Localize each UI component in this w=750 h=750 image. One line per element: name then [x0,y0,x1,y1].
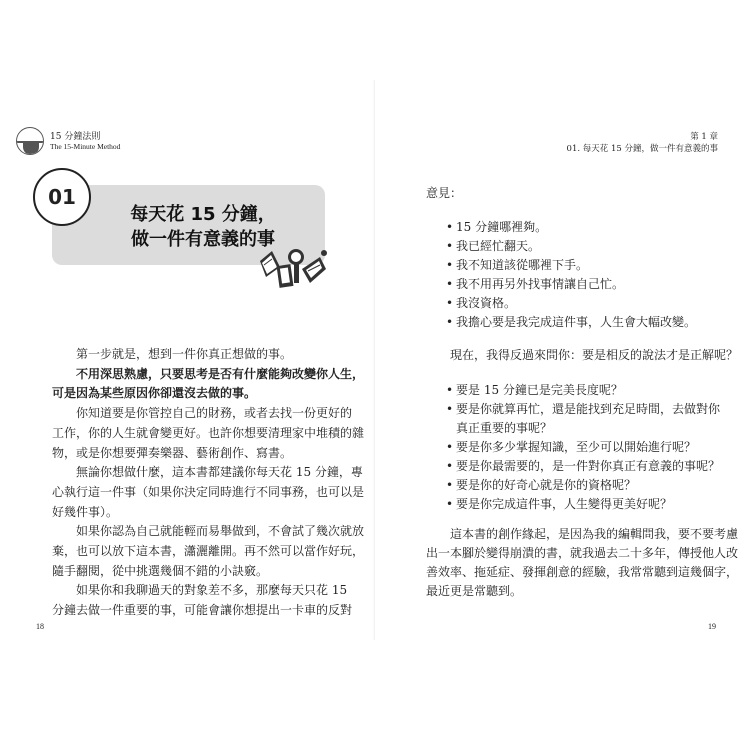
question-line: 現在，我得反過來問你：要是相反的說法才是正解呢？ [450,348,739,362]
objections-list [426,218,696,332]
paragraph-line: 這本書的創作緣起，是因為我的編輯問我，要不要考慮 [450,527,739,541]
right-page [375,0,750,750]
chapter-number: 01 [48,185,76,209]
intro-line: 意見： [426,186,463,200]
list-item: • 我擔心要是我完成這件事，人生會大幅改變。 [426,313,696,332]
paragraph-line: 出一本腳於變得崩潰的書，就我過去二十多年，傳授他人改 [426,546,739,560]
paragraph-line: 如果你認為自己就能輕而易舉做到，不會試了幾次就放 [76,524,365,539]
paragraph-line: 善效率、拖延症、發揮創意的經驗，我常常聽到這幾個字， [426,565,739,579]
paragraph-line: 棄，也可以放下這本書，瀟灑離開。再不然可以當作好玩， [52,544,365,559]
paragraph-line: 好幾件事）。 [52,504,119,519]
chapter-label: 第 1 章 [690,132,718,142]
chapter-number-badge [33,168,91,226]
list-item: • 要是你的好奇心就是你的資格呢？ [426,476,720,495]
running-header-right [567,131,718,155]
list-item: • 要是 15 分鐘已是完美長度呢？ [426,381,720,400]
list-item: • 要是你就算再忙，還是能找到充足時間，去做對你 [426,400,720,419]
paragraph-line: 無論你想做什麼，這本書都建議你每天花 15 分鐘，專 [76,465,363,480]
list-item: • 要是你最需要的，是一件對你真正有意義的事呢？ [426,457,720,476]
paragraph-line: 隨手翻閱，從中挑選幾個不錯的小訣竅。 [52,563,269,578]
chapter-title [108,202,298,252]
list-item: • 我已經忙翻天。 [426,237,696,256]
chapter-header-title: 01. 每天花 15 分鐘，做一件有意義的事 [566,144,718,154]
chapter-title-line1: 每天花 15 分鐘， [130,204,276,225]
book-title: 15 分鐘法則 [50,132,101,142]
page-number-left: 18 [36,622,44,631]
paragraph-line: 心執行這一件事（如果你決定同時進行不同事務，也可以是 [52,484,365,499]
clock-illustration-icon [258,247,330,291]
paragraph-line: 你知道要是你管控自己的財務，或者去找一份更好的 [76,406,353,421]
list-item: • 我不知道該從哪裡下手。 [426,256,696,275]
header-emblem-icon [16,127,44,155]
left-body-text [52,345,365,621]
paragraph-line: 最近更是常聽到。 [426,584,523,598]
reversals-list [426,381,720,514]
list-item: • 要是你多少掌握知識，至少可以開始進行呢？ [426,438,720,457]
chapter-title-line2: 做一件有意義的事 [131,229,275,250]
list-item-text: 真正重要的事呢？ [456,421,553,435]
closing-paragraph [426,525,738,601]
list-item: • 要是你完成這件事，人生變得更美好呢？ [426,495,720,514]
paragraph-line: 物，或是你想要彈奏樂器、藝術創作、寫書。 [52,445,293,460]
list-item: • 我不用再另外找事情讓自己忙。 [426,275,696,294]
paragraph-line: 如果你和我聊過天的對象差不多，那麼每天只花 15 [76,583,348,598]
running-header-left [16,127,136,155]
paragraph-line: 分鐘去做一件重要的事，可能會讓你想提出一卡車的反對 [52,603,353,618]
book-subtitle: The 15-Minute Method [50,142,121,151]
page-number-right: 19 [708,622,716,631]
paragraph-line: 第一步就是，想到一件你真正想做的事。 [76,347,293,361]
list-item-continuation [426,419,720,438]
paragraph-line: 不用深思熟慮，只要思考是否有什麼能夠改變你人生， [76,366,365,381]
paragraph-line: 可是因為某些原因你卻還沒去做的事。 [52,386,257,401]
list-item: • 15 分鐘哪裡夠。 [426,218,696,237]
paragraph-line: 工作，你的人生就會變更好。也許你想要清理家中堆積的雜 [52,425,365,440]
list-item: • 我沒資格。 [426,294,696,313]
